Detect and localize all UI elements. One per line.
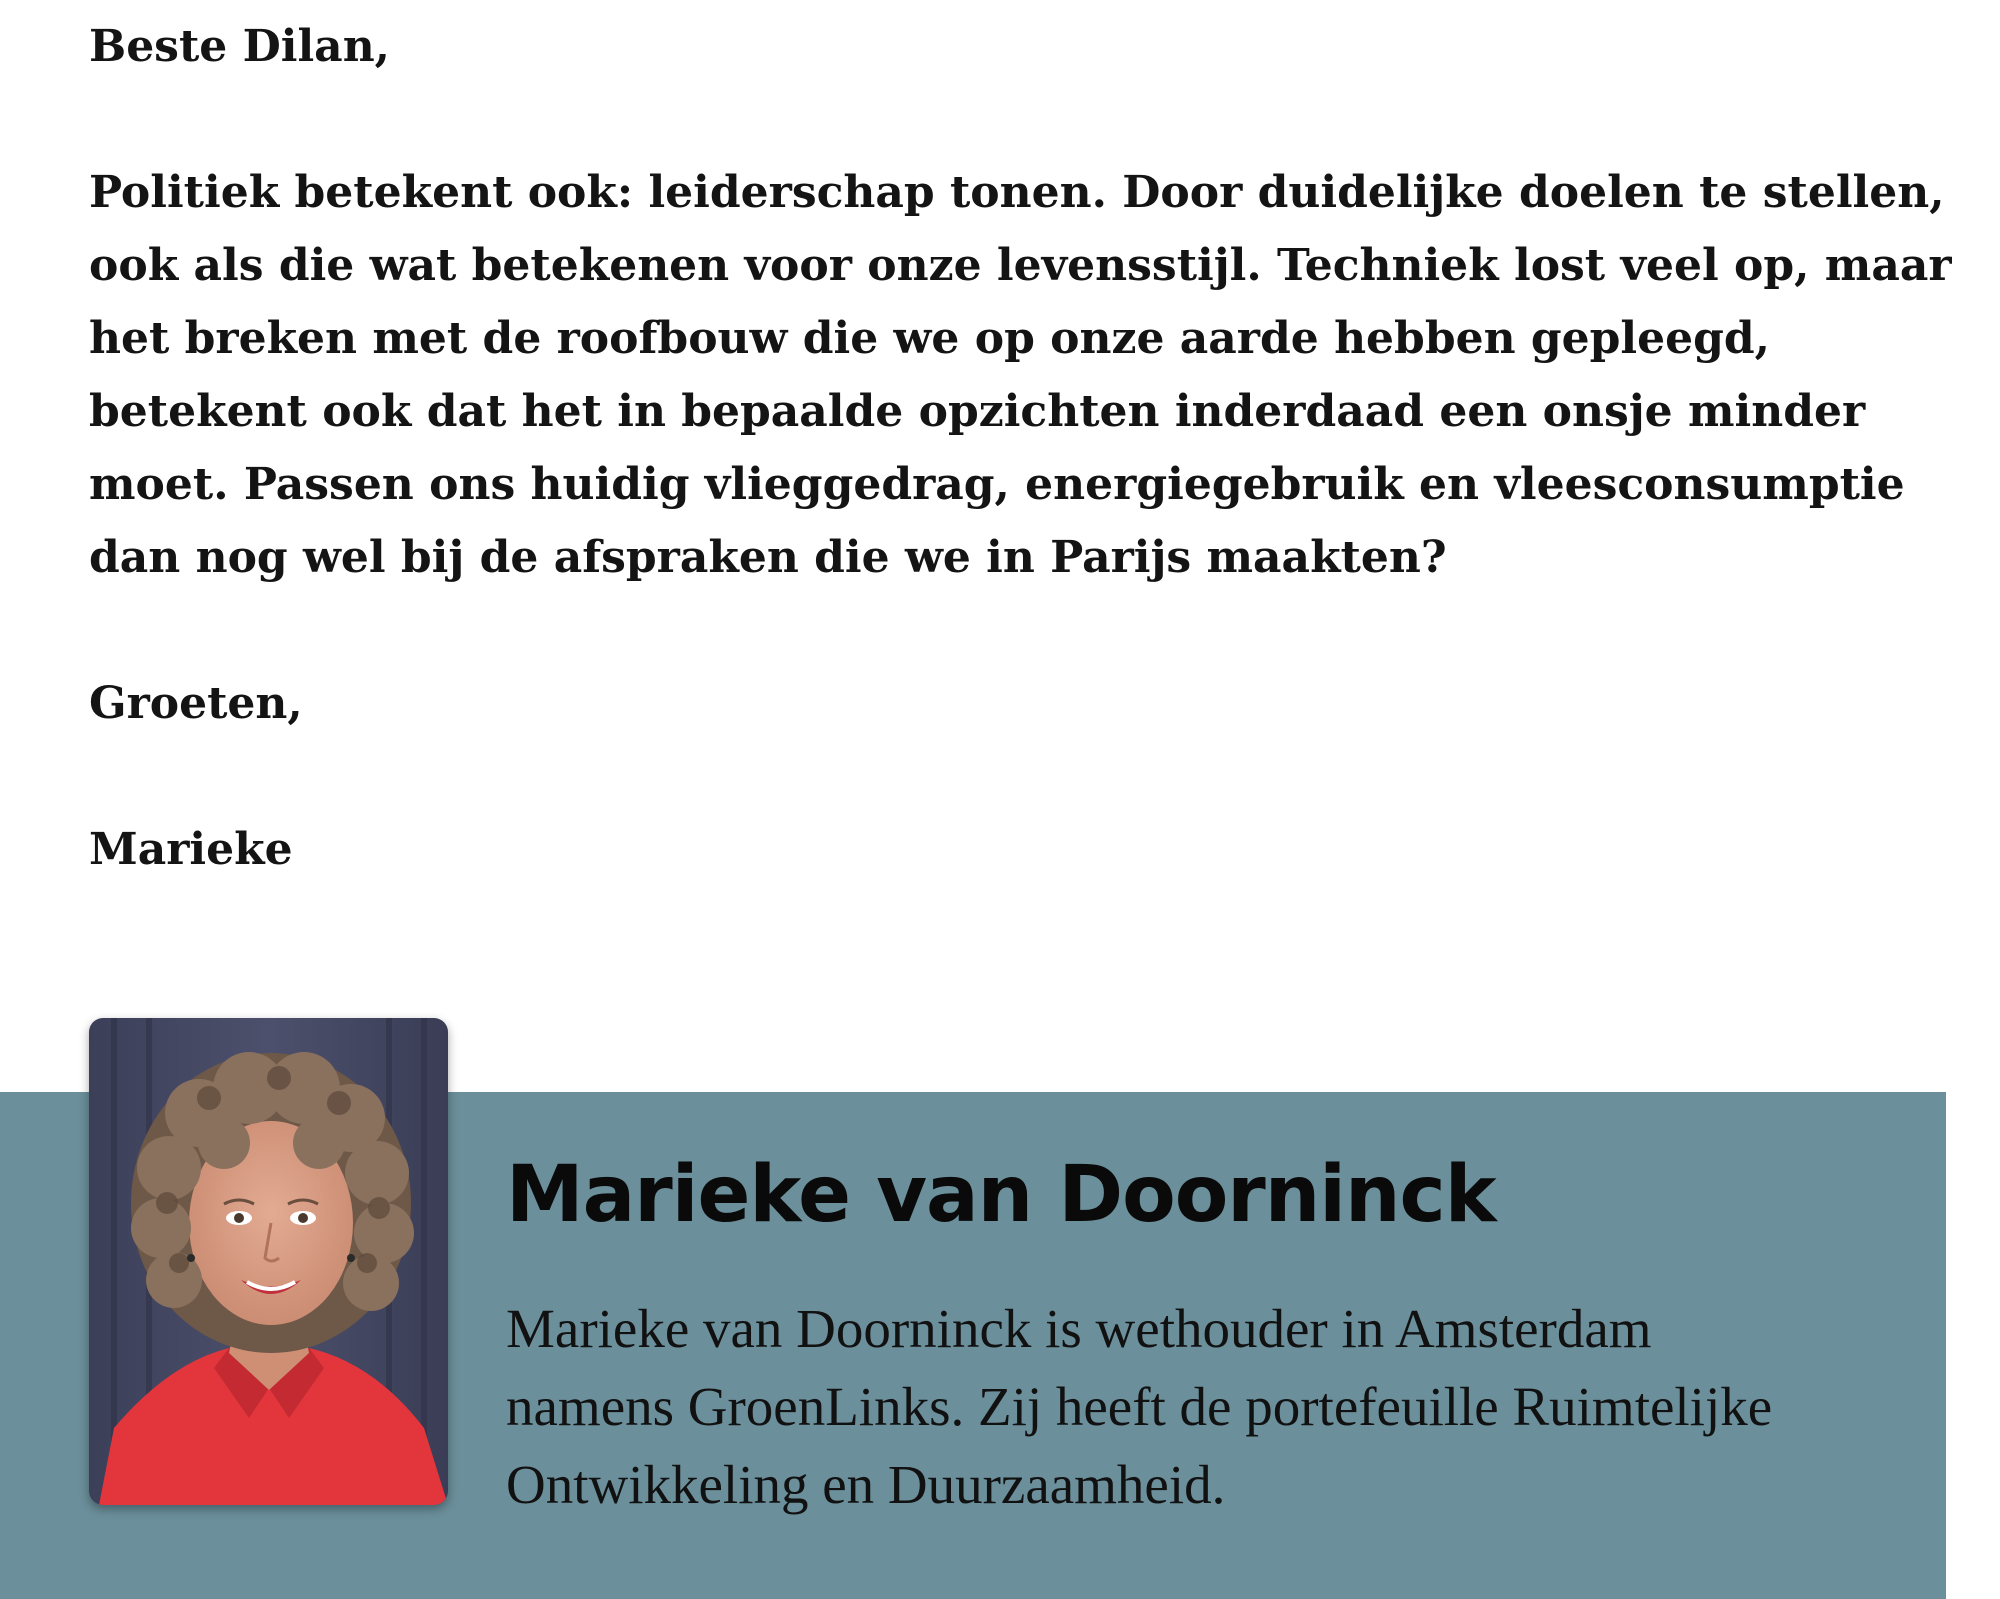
author-photo xyxy=(89,1018,448,1505)
portrait-photo-graphic xyxy=(89,1018,448,1505)
letter xyxy=(89,10,1979,886)
letter-body: Politiek betekent ook: leiderschap tonen. Door duidelijke doelen te stellen, ook als die wat betekenen voor onze levensstijl. Techniek lost veel op, maar het breken met de roofbouw die we op onze aarde hebben gepleegd, betekent ook dat het in bepaalde opzichten inderdaad een onsje minder moet. Passen ons huidig vlieggedrag, energiegebruik en vleesconsumptie dan nog wel bij de afspraken die we in Parijs maakten? xyxy=(89,167,1952,583)
author-description: Marieke van Doorninck is wethouder in Amsterdam namens GroenLinks. Zij heeft de portefeuille Ruimtelijke Ontwikkeling en Duurzaamheid. xyxy=(506,1298,1773,1515)
letter-closing: Groeten, xyxy=(89,678,303,729)
letter-signature: Marieke xyxy=(89,824,293,875)
author-name: Marieke van Doorninck xyxy=(506,1150,1496,1240)
letter-greeting: Beste Dilan, xyxy=(89,21,390,72)
